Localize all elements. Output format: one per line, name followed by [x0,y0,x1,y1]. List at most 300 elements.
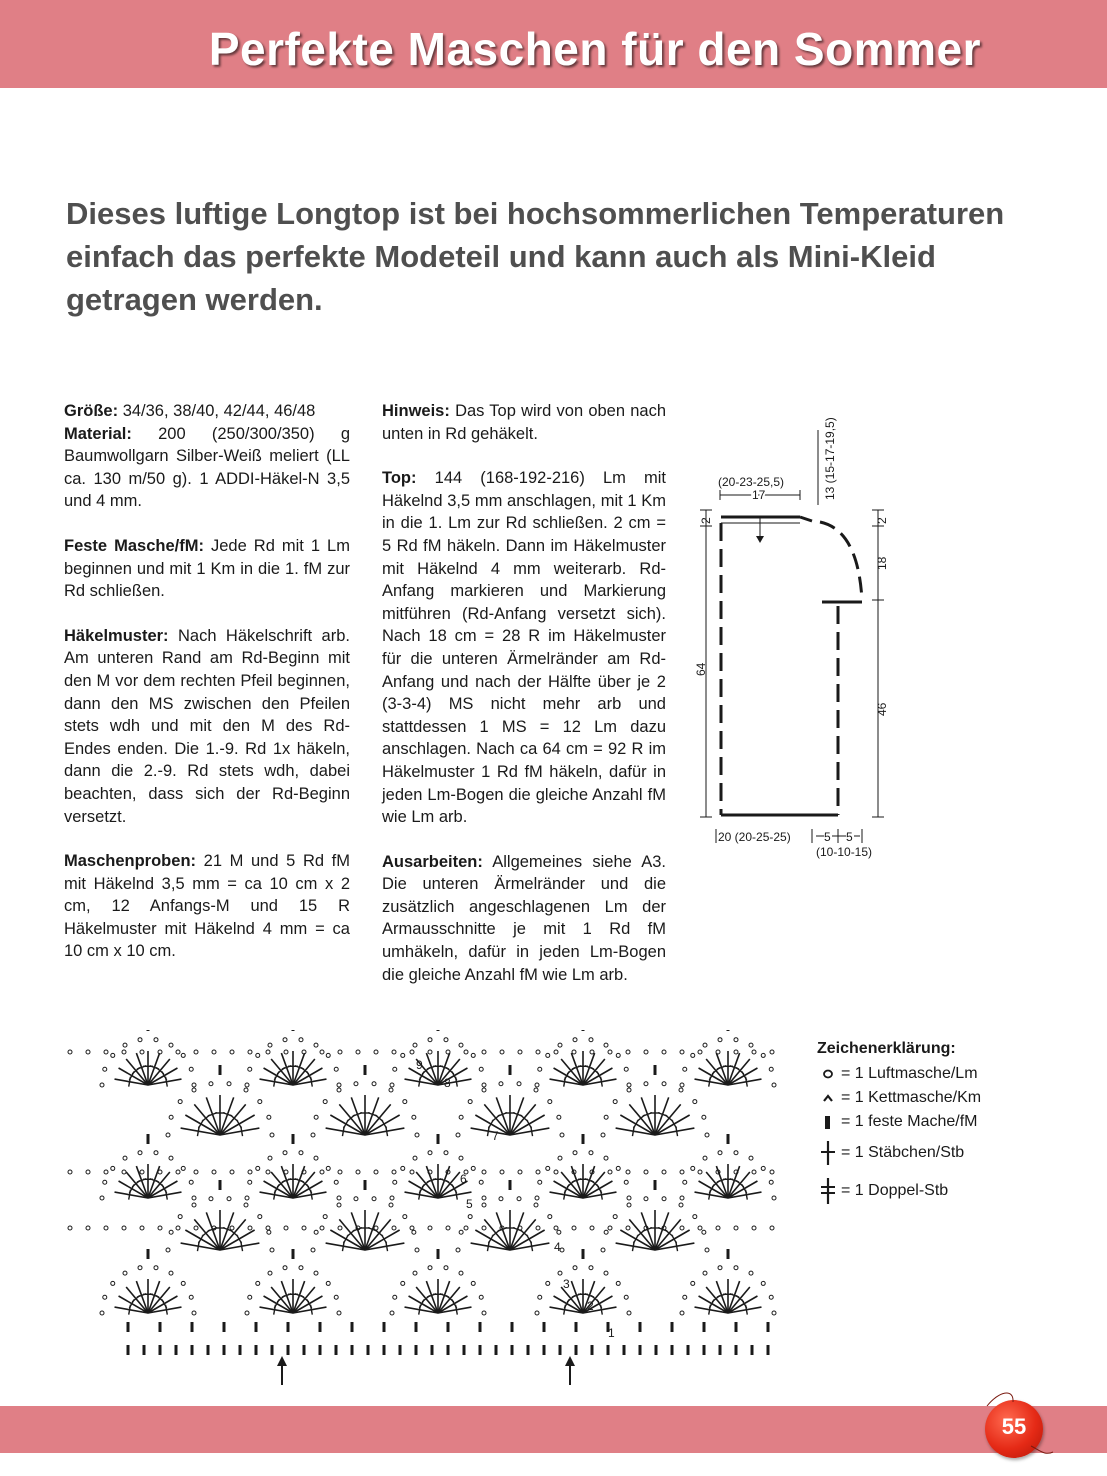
chart-chain-stitch [459,1115,463,1119]
gauge-text: 21 M und 5 Rd fM mit Häkelnd 3,5 mm = ca 10 cm x 2 cm, 12 Anfangs-M und 15 R Häkelmuster mit Häkelnd 4 mm = ca 10 cm x 10 cm. [64,852,350,961]
chart-single-crochet [292,1030,295,1031]
chart-chain-stitch [390,1196,394,1200]
chart-chain-stitch [459,1271,463,1275]
chart-chain-stitch [86,1170,90,1174]
chart-chain-stitch [230,1170,234,1174]
chart-chain-stitch [337,1196,341,1200]
chart-chain-stitch [212,1050,216,1054]
chart-chain-stitch [749,1271,753,1275]
chart-chain-stitch [299,1266,303,1270]
chart-chain-stitch [769,1067,773,1071]
chart-chain-stitch [284,1226,288,1230]
chart-chain-stitch [627,1311,631,1315]
chart-chain-stitch [392,1226,396,1230]
chart-chain-stitch [337,1083,341,1087]
chart-chain-stitch [299,1151,303,1155]
chart-double-crochet [166,1190,168,1200]
chart-chain-stitch [267,1230,271,1234]
chart-chain-stitch [703,1156,707,1160]
chart-double-crochet [601,1077,603,1087]
chart-chain-stitch [662,1170,666,1174]
chart-chain-stitch [683,1295,687,1299]
chart-chain-stitch [337,1088,341,1092]
chart-chain-stitch [154,1151,158,1155]
legend-title: Zeichenerklärung: [817,1040,956,1057]
page-number: 55 [1001,1414,1027,1439]
chart-chain-stitch [734,1151,738,1155]
chart-single-crochet [509,1180,512,1190]
material-text: 200 (250/300/350) g Baumwollgarn Silber-Weiß meliert (LL ca. 130 m/50 g). 1 ADDI-Häkel-N 3,5 und 4 mm. [64,424,350,511]
chart-chain-stitch [734,1038,738,1042]
material-label: Material: [64,424,132,443]
chart-chain-stitch [557,1115,561,1119]
chart-chain-stitch [554,1226,558,1230]
chart-chain-stitch [169,1115,173,1119]
chart-chain-stitch [479,1295,483,1299]
chart-chain-stitch [374,1226,378,1230]
chart-chain-stitch [500,1170,504,1174]
chart-single-crochet [287,1322,290,1332]
chart-chain-stitch [415,1133,419,1137]
chart-chain-stitch [323,1100,327,1104]
chart-chain-stitch [244,1088,248,1092]
chart-single-crochet [191,1345,194,1355]
chart-single-crochet [255,1322,258,1332]
chart-chain-stitch [192,1311,196,1315]
chart-chain-stitch [209,1197,213,1201]
chart-single-crochet [367,1345,370,1355]
chart-chain-stitch [626,1050,630,1054]
chart-chain-stitch [589,1266,593,1270]
chart-chain-stitch [752,1226,756,1230]
chart-chain-stitch [256,1281,260,1285]
chart-chain-stitch [616,1281,620,1285]
chart-chain-stitch [534,1203,538,1207]
chart-chain-stitch [401,1166,405,1170]
chart-chain-stitch [122,1226,126,1230]
note-text: Das Top wird von oben nach unten in Rd gehäkelt. [382,402,666,443]
chart-chain-stitch [103,1067,107,1071]
chart-chain-stitch [444,1151,448,1155]
chart-chain-stitch [705,1133,709,1137]
chart-chain-stitch [122,1050,126,1054]
chart-single-crochet [239,1345,242,1355]
chart-chain-stitch [392,1050,396,1054]
chart-double-crochet [531,1126,533,1136]
chart-chain-stitch [181,1053,185,1057]
chart-chain-stitch [314,1271,318,1275]
row-number-1: 1 [608,1326,615,1340]
top-paragraph [382,467,666,829]
schematic-body-height: 46 [875,702,889,716]
chart-chain-stitch [604,1156,608,1160]
chart-chain-stitch [624,1067,628,1071]
chart-double-crochet [166,1077,168,1087]
chart-single-crochet [727,1030,730,1031]
chart-chain-stitch [392,1170,396,1174]
chart-chain-stitch [662,1082,666,1086]
page-title: Perfekte Maschen für den Sommer [208,23,981,75]
chart-chain-stitch [138,1038,142,1042]
chart-chain-stitch [691,1281,695,1285]
chart-chain-stitch [390,1083,394,1087]
chart-chain-stitch [705,1248,709,1252]
chart-double-crochet [311,1190,313,1200]
chart-chain-stitch [166,1133,170,1137]
chart-chain-stitch [772,1196,776,1200]
chart-chain-stitch [266,1226,270,1230]
chart-single-crochet [559,1345,562,1355]
double-crochet-icon [817,1140,839,1166]
chart-chain-stitch [334,1067,338,1071]
chart-chain-stitch [372,1082,376,1086]
chart-single-crochet [319,1322,322,1332]
chart-single-crochet [575,1322,578,1332]
chart-chain-stitch [471,1281,475,1285]
chart-chain-stitch [354,1197,358,1201]
chart-chain-stitch [314,1230,318,1234]
chart-double-crochet [456,1305,458,1315]
chart-chain-stitch [536,1170,540,1174]
chart-chain-stitch [459,1156,463,1160]
chart-chain-stitch [718,1038,722,1042]
chart-chain-stitch [323,1215,327,1219]
chart-chain-stitch [482,1311,486,1315]
chart-chain-stitch [410,1050,414,1054]
chart-chain-stitch [698,1226,702,1230]
chart-chain-stitch [680,1311,684,1315]
chart-chain-stitch [691,1053,695,1057]
chart-chain-stitch [716,1050,720,1054]
chart-single-crochet [591,1345,594,1355]
crochet-chart [58,1030,798,1395]
chart-double-crochet [241,1241,243,1251]
chart-chain-stitch [558,1043,562,1047]
chart-single-crochet [654,1065,657,1075]
chart-single-crochet [127,1322,130,1332]
chart-single-crochet [543,1322,546,1332]
chart-chain-stitch [772,1311,776,1315]
chart-chain-stitch [535,1311,539,1315]
chart-chain-stitch [761,1281,765,1285]
chart-chain-stitch [268,1156,272,1160]
chart-chain-stitch [390,1311,394,1315]
chart-chain-stitch [644,1197,648,1201]
chart-chain-stitch [244,1203,248,1207]
chart-chain-stitch [283,1151,287,1155]
chart-single-crochet [511,1322,514,1332]
schematic-bottom-sizes: (10-10-15) [816,845,873,859]
chart-chain-stitch [538,1067,542,1071]
chart-single-crochet [437,1030,440,1031]
chart-double-crochet [676,1126,678,1136]
chart-chain-stitch [734,1226,738,1230]
chart-single-crochet [415,1322,418,1332]
row-number-4: 4 [554,1240,561,1254]
chart-chain-stitch [122,1170,126,1174]
chart-chain-stitch [401,1053,405,1057]
legend-label: = 1 Stäbchen/Stb [841,1144,965,1161]
row-number-5: 5 [466,1197,473,1211]
single-crochet-icon [817,1114,839,1130]
legend-label: = 1 Doppel-Stb [841,1182,949,1199]
legend-item [817,1086,1097,1110]
chart-single-crochet [147,1134,150,1144]
schematic-bottom-a: 5 [824,830,831,844]
chart-double-crochet [601,1305,603,1315]
column-middle [382,400,666,1008]
chart-single-crochet [351,1345,354,1355]
schematic-side-top: 13 (15-17-19,5) [823,417,837,500]
chart-single-crochet [292,1134,295,1144]
legend-label: = 1 feste Mache/fM [841,1113,978,1130]
chart-double-crochet [166,1305,168,1315]
chart-single-crochet [147,1249,150,1259]
chart-single-crochet [287,1345,290,1355]
chart-chain-stitch [326,1281,330,1285]
chart-single-crochet [687,1345,690,1355]
chart-chain-stitch [338,1226,342,1230]
legend-label: = 1 Luftmasche/Lm [841,1065,978,1082]
chart-chain-stitch [389,1088,393,1092]
chart-chain-stitch [320,1170,324,1174]
chart-single-crochet [727,1249,730,1259]
chart-chain-stitch [538,1180,542,1184]
chart-chain-stitch [248,1067,252,1071]
chart-chain-stitch [471,1053,475,1057]
chart-chain-stitch [644,1170,648,1174]
chart-chain-stitch [248,1295,252,1299]
legend [817,1040,1097,1210]
chart-chain-stitch [428,1050,432,1054]
chart-chain-stitch [538,1295,542,1299]
chart-double-crochet [456,1190,458,1200]
chart-chain-stitch [752,1170,756,1174]
chart-single-crochet [364,1065,367,1075]
chart-chain-stitch [393,1180,397,1184]
chart-chain-stitch [626,1170,630,1174]
chart-single-crochet [639,1322,642,1332]
chart-single-crochet [437,1249,440,1259]
chart-chain-stitch [428,1151,432,1155]
chart-chain-stitch [194,1050,198,1054]
note-label: Hinweis: [382,402,450,420]
chart-single-crochet [671,1322,674,1332]
chart-single-crochet [127,1345,130,1355]
chart-chain-stitch [644,1050,648,1054]
chart-single-crochet [351,1322,354,1332]
gauge-label: Maschenproben: [64,852,197,871]
legend-item [817,1062,1097,1086]
chart-chain-stitch [314,1043,318,1047]
chart-chain-stitch [138,1151,142,1155]
chart-chain-stitch [389,1203,393,1207]
chart-single-crochet [479,1322,482,1332]
chart-chain-stitch [68,1050,72,1054]
chart-chain-stitch [482,1050,486,1054]
chart-single-crochet [147,1030,150,1031]
chart-chain-stitch [693,1215,697,1219]
chart-chain-stitch [500,1050,504,1054]
chart-chain-stitch [266,1050,270,1054]
chart-chain-stitch [140,1226,144,1230]
chart-chain-stitch [284,1170,288,1174]
chart-chain-stitch [100,1083,104,1087]
chart-chain-stitch [456,1248,460,1252]
chart-chain-stitch [702,1230,706,1234]
chart-chain-stitch [283,1038,287,1042]
legend-item [817,1172,1097,1210]
chart-chain-stitch [413,1043,417,1047]
fm-label: Feste Masche/fM: [64,536,204,555]
chart-chain-stitch [680,1226,684,1230]
chart-double-crochet [746,1077,748,1087]
chart-single-crochet [415,1345,418,1355]
chart-chain-stitch [68,1170,72,1174]
chart-single-crochet [219,1180,222,1190]
chart-chain-stitch [471,1166,475,1170]
chart-chain-stitch [772,1083,776,1087]
chart-double-crochet [311,1305,313,1315]
chart-chain-stitch [412,1115,416,1119]
chart-chain-stitch [68,1226,72,1230]
chart-chain-stitch [158,1170,162,1174]
chart-chain-stitch [169,1043,173,1047]
chart-chain-stitch [761,1053,765,1057]
chart-chain-stitch [589,1038,593,1042]
chart-chain-stitch [608,1226,612,1230]
chart-chain-stitch [209,1082,213,1086]
chart-single-crochet [175,1345,178,1355]
chart-chain-stitch [415,1248,419,1252]
chart-chain-stitch [627,1203,631,1207]
chart-chain-stitch [154,1038,158,1042]
chart-single-crochet [383,1345,386,1355]
chart-chain-stitch [499,1082,503,1086]
chart-single-crochet [271,1345,274,1355]
pattern-paragraph [64,625,350,828]
chart-double-crochet [311,1077,313,1087]
chart-chain-stitch [770,1170,774,1174]
chart-single-crochet [479,1345,482,1355]
chart-chain-stitch [446,1050,450,1054]
chart-single-crochet [735,1322,738,1332]
chart-chain-stitch [468,1100,472,1104]
chart-chain-stitch [604,1271,608,1275]
chart-chain-stitch [769,1180,773,1184]
chart-chain-stitch [111,1166,115,1170]
chart-chain-stitch [169,1156,173,1160]
chart-single-crochet [582,1134,585,1144]
chart-chain-stitch [268,1043,272,1047]
chart-chain-stitch [613,1215,617,1219]
chain-stitch-icon [817,1067,839,1081]
chart-chain-stitch [554,1050,558,1054]
chart-chain-stitch [356,1050,360,1054]
chart-double-crochet [531,1241,533,1251]
chart-single-crochet [495,1345,498,1355]
chart-chain-stitch [608,1170,612,1174]
chart-chain-stitch [103,1180,107,1184]
chart-chain-stitch [573,1266,577,1270]
chart-single-crochet [735,1345,738,1355]
footer-band [0,1406,1107,1453]
chart-chain-stitch [558,1271,562,1275]
chart-chain-stitch [680,1050,684,1054]
chart-chain-stitch [604,1115,608,1119]
chart-chain-stitch [256,1166,260,1170]
chart-chain-stitch [734,1266,738,1270]
chart-chain-stitch [176,1050,180,1054]
chart-chain-stitch [268,1271,272,1275]
chart-single-crochet [607,1345,610,1355]
chart-chain-stitch [311,1248,315,1252]
garment-schematic [690,395,910,865]
chart-chain-stitch [590,1050,594,1054]
chart-chain-stitch [558,1156,562,1160]
chart-chain-stitch [482,1083,486,1087]
chart-chain-stitch [557,1230,561,1234]
chart-single-crochet [143,1345,146,1355]
schematic-bottom-width: 20 (20-25-25) [718,830,791,844]
chart-single-crochet [582,1249,585,1259]
intro-text: Dieses luftige Longtop ist bei hochsommerlichen Temperaturen einfach das perfekte Modeteil und kann auch als Mini-Kleid getragen werden. [66,196,1005,317]
chart-single-crochet [654,1180,657,1190]
chart-chain-stitch [401,1281,405,1285]
chart-single-crochet [223,1345,226,1355]
chart-single-crochet [159,1322,162,1332]
chart-chain-stitch [459,1230,463,1234]
chart-single-crochet [447,1322,450,1332]
chart-single-crochet [207,1345,210,1355]
chart-chain-stitch [517,1082,521,1086]
chart-chain-stitch [248,1050,252,1054]
chart-chain-stitch [338,1050,342,1054]
chart-chain-stitch [536,1226,540,1230]
chart-chain-stitch [482,1196,486,1200]
chart-chain-stitch [267,1115,271,1119]
chart-chain-stitch [192,1196,196,1200]
chart-chain-stitch [518,1170,522,1174]
chart-chain-stitch [314,1115,318,1119]
chart-chain-stitch [320,1226,324,1230]
chart-chain-stitch [534,1088,538,1092]
chart-chain-stitch [245,1083,249,1087]
chart-chain-stitch [100,1311,104,1315]
chart-chain-stitch [189,1295,193,1299]
chart-chain-stitch [248,1226,252,1230]
chart-chain-stitch [111,1281,115,1285]
row-number-2: 2 [587,1299,594,1313]
chart-chain-stitch [270,1133,274,1137]
finish-paragraph [382,851,666,987]
chart-chain-stitch [608,1050,612,1054]
chart-chain-stitch [680,1196,684,1200]
chart-single-crochet [399,1345,402,1355]
schematic-bottom-b: 5 [846,830,853,844]
chart-chain-stitch [111,1053,115,1057]
chart-single-crochet [511,1345,514,1355]
legend-item [817,1110,1097,1134]
chart-single-crochet [364,1180,367,1190]
row-number-7: 7 [492,1129,499,1143]
schematic-armhole: 18 [875,556,889,570]
chart-chain-stitch [479,1067,483,1071]
chart-chain-stitch [554,1170,558,1174]
chart-single-crochet [719,1345,722,1355]
chart-chain-stitch [326,1053,330,1057]
chart-chain-stitch [169,1271,173,1275]
